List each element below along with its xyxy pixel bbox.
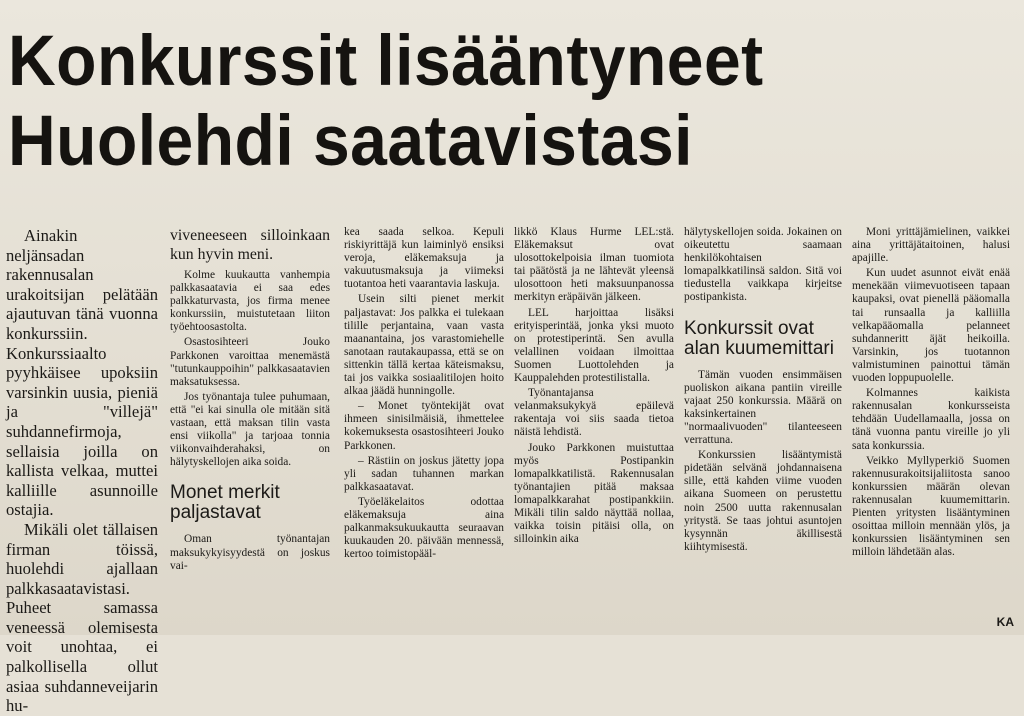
paragraph: Kolmannes kaikista rakennusalan konkursseista tehdään Uudellamaalla, jossa on tänä vuonna pantu vireille jo yli sata konkurssia.	[852, 387, 1010, 452]
headline-line-1: Konkurssit lisääntyneet	[8, 22, 764, 101]
paragraph: Osastosihteeri Jouko Parkkonen varoittaa menemästä "tutunkauppoihin" palkkasaatavien maksatuksessa.	[170, 336, 330, 388]
paragraph: – Rästiin on joskus jätetty jopa yli sadan tuhannen markan palkkasaatavat.	[344, 454, 504, 493]
paragraph: LEL harjoittaa lisäksi erityisperintää, jonka yksi muoto on protestiperintä. Sen avulla velallinen voidaan ilmoittaa Suomen Luottolehden ja Kauppalehden protestilistalla.	[514, 306, 674, 385]
paragraph: hälytyskellojen soida. Jokainen on oikeutettu saamaan henkilökohtaisen lomapalkkatilinsä saldon. Sitä voi tiedustella vaikkapa kirjeitse postipankista.	[684, 226, 842, 304]
headline-line-2: Huolehdi saatavistasi	[8, 102, 694, 181]
paragraph: Oman työnantajan maksukykyisyydestä on joskus vai-	[170, 533, 330, 572]
article-column-3	[344, 226, 504, 631]
article-column-5	[684, 226, 842, 631]
paragraph: likkö Klaus Hurme LEL:stä. Eläkemaksut ovat ulosottokelpoisia ilman tuomiota tai päätöstä ja ne lähtevät yleensä ulosottoon heti maksuunpanossa merkityn eräpäivän jälkeen.	[514, 226, 674, 304]
subheading: Monet merkit paljastavat	[170, 482, 280, 524]
paragraph: Moni yrittäjämielinen, vaikkei aina yrittäjätaitoinen, halusi apajille.	[852, 226, 1010, 265]
article-column-1	[6, 226, 158, 716]
article-column-6	[852, 226, 1010, 631]
paragraph: Tämän vuoden ensimmäisen puoliskon aikana pantiin vireille vajaat 250 konkurssia. Määrä on kaksinkertainen "normaalivuoden" tilanteeseen verrattuna.	[684, 368, 842, 447]
paragraph: Jos työnantaja tulee puhumaan, että "ei kai sinulla ole mitään sitä vastaan, että maksan tilin vasta ensi viikolla" ja tarjoaa tonnia viikonvaihderahaksi, on hälytyskellojen aika soida.	[170, 390, 330, 469]
paragraph: Työnantajansa velanmaksukykyä epäilevä rakentaja voi siis saada tietoa näistä lehdistä.	[514, 387, 674, 439]
paragraph: Veikko Myllyperkiö Suomen rakennusurakoitsijaliitosta sanoo konkurssien määrän olevan rakennusalan kuumemittarin. Pienten yritysten lisääntyminen osoittaa milloin mennään ylös, ja konkurssien lisääntyminen sen milloin lähdetään alas.	[852, 454, 1010, 559]
paragraph: Usein silti pienet merkit paljastavat: Jos palkka ei tulekaan tilille perjantaina, vaan vasta maanantaina, jos varastomiehelle sanotaan rautakaupassa, että se on sittenkin tällä kertaa käteismaksu, tai jos vaikka sosiaalitilojen hoito alkaa jäädä hunningolle.	[344, 293, 504, 398]
paragraph: – Monet työntekijät ovat ihmeen sinisilmäisiä, ihmettelee kokemuksesta osastosihteeri Jouko Parkkonen.	[344, 400, 504, 452]
article-column-2	[170, 226, 330, 631]
headline	[8, 22, 938, 182]
paragraph: viveneeseen silloinkaan kun hyvin meni.	[170, 227, 330, 263]
subheading: Konkurssit ovat alan kuumemittari	[684, 317, 834, 359]
paragraph: Työeläkelaitos odottaa eläkemaksuja aina palkanmaksukuukautta seuraavan kuukauden 20. päivään mennessä, kertoo toimistopääl-	[344, 495, 504, 561]
paragraph: Konkurssien lisääntymistä pidetään selvänä johdannaisena sille, että kahden viime vuoden aikana Suomeen on perustettu noin 2500 uutta rakennusalan yritystä. Se taas johtui asuntojen kysynnän äkillisestä kiihtymisestä.	[684, 449, 842, 553]
paragraph: kea saada selkoa. Kepuli riskiyrittäjä kun laiminlyö ensiksi veroja, eläkemaksuja ja vakuutusmaksuja ja viimeksi tuotantoa heti vaarantavia laskuja.	[344, 226, 504, 291]
paragraph: Mikäli olet tällaisen firman töissä, huolehdi ajallaan palkkasaatavistasi. Puheet samassa veneessä olemisesta voit unohtaa, ei palkollisella ollut asiaa suhdanneveijarin hu-	[6, 519, 158, 716]
paragraph: Kolme kuukautta vanhempia palkkasaatavia ei saa edes palkkaturvasta, jos firma menee konkurssiin, muistutetaan liiton työehtoosastolta.	[170, 269, 330, 334]
paragraph: Kun uudet asunnot eivät enää menekään viimevuotiseen tapaan kaupaksi, ovat pienellä pääomalla tai runsaalla ja kalliilla velkapääomalla pelanneet suhdanneritt äjät heikoilla. Varsinkin, jos tuotannon valmistuminen painottui tämän vuoden loppupuolelle.	[852, 267, 1010, 385]
paragraph: Jouko Parkkonen muistuttaa myös Postipankin lomapalkkatilistä. Rakennusalan työnantajien pitää maksaa lomapalkkarahat postipankkiin. Mikäli tilin saldo näyttää nollaa, vaikka toisin pitäisi olla, on silloinkin aika	[514, 441, 674, 546]
author-signature: KA	[996, 615, 1014, 629]
article-column-4	[514, 226, 674, 631]
paragraph: Ainakin neljänsadan rakennusalan urakoitsijan pelätään ajautuvan tänä vuonna konkurssiin. Konkurssiaalto pyyhkäisee upoksiin varsinkin uusia, pieniä ja "villejä" suhdannefirmoja, sellaisia joilla on kallista velkaa, muttei kalliille asunnoille ostajia.	[6, 226, 158, 520]
